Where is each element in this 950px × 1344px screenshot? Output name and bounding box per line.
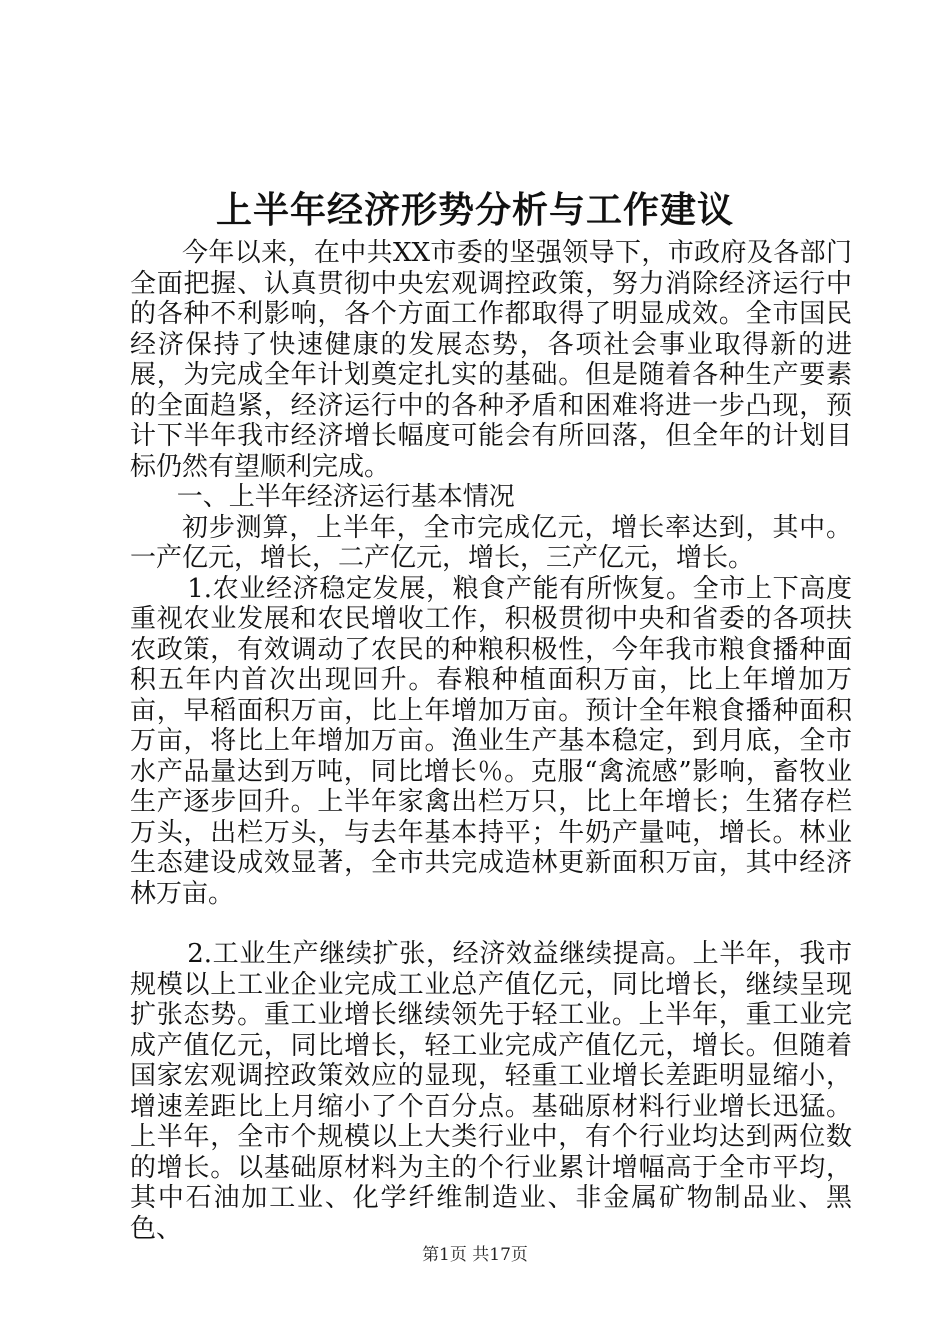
document-title: 上半年经济形势分析与工作建议 [215,189,734,231]
summary-paragraph: 初步测算，上半年，全市完成亿元，增长率达到，其中。一产亿元，增长，二产亿元，增长，三产亿元，增长。 [130,512,852,573]
page-number: 第1页 共17页 [422,1245,528,1265]
agriculture-paragraph: 1.农业经济稳定发展，粮食产能有所恢复。全市上下高度重视农业发展和农民增收工作，积极贯彻中央和省委的各项扶农政策，有效调动了农民的种粮积极性，今年我市粮食播种面积五年内首次出现回升。春粮种植面积万亩，比上年增加万亩，早稻面积万亩，比上年增加万亩。预计全年粮食播种面积万亩，将比上年增加万亩。渔业生产基本稳定，到月底，全市水产品量达到万吨，同比增长％。克服“禽流感”影响，畜牧业生产逐步回升。上半年家禽出栏万只，比上年增长；生猪存栏万头，出栏万头，与去年基本持平；牛奶产量吨，增长。林业生态建设成效显著，全市共完成造林更新面积万亩，其中经济林万亩。 [130,573,852,909]
industry-paragraph: 2.工业生产继续扩张，经济效益继续提高。上半年，我市规模以上工业企业完成工业总产值亿元，同比增长，继续呈现扩张态势。重工业增长继续领先于轻工业。上半年，重工业完成产值亿元，同比增长，轻工业完成产值亿元，增长。但随着国家宏观调控政策效应的显现，轻重工业增长差距明显缩小，增速差距比上月缩小了个百分点。基础原材料行业增长迅猛。上半年，全市个规模以上大类行业中，有个行业均达到两位数的增长。以基础原材料为主的个行业累计增幅高于全市平均，其中石油加工业、化学纤维制造业、非金属矿物制品业、黑色、 [130,939,852,1244]
paragraph-spacer [130,909,852,939]
section-heading: 一、上半年经济运行基本情况 [176,482,515,512]
document-body [130,238,852,1244]
intro-paragraph: 今年以来，在中共XX市委的坚强领导下，市政府及各部门全面把握、认真贯彻中央宏观调控政策，努力消除经济运行中的各种不利影响，各个方面工作都取得了明显成效。全市国民经济保持了快速健康的发展态势，各项社会事业取得新的进展，为完成全年计划奠定扎实的基础。但是随着各种生产要素的全面趋紧，经济运行中的各种矛盾和困难将进一步凸现，预计下半年我市经济增长幅度可能会有所回落，但全年的计划目标仍然有望顺利完成。 [130,238,852,482]
